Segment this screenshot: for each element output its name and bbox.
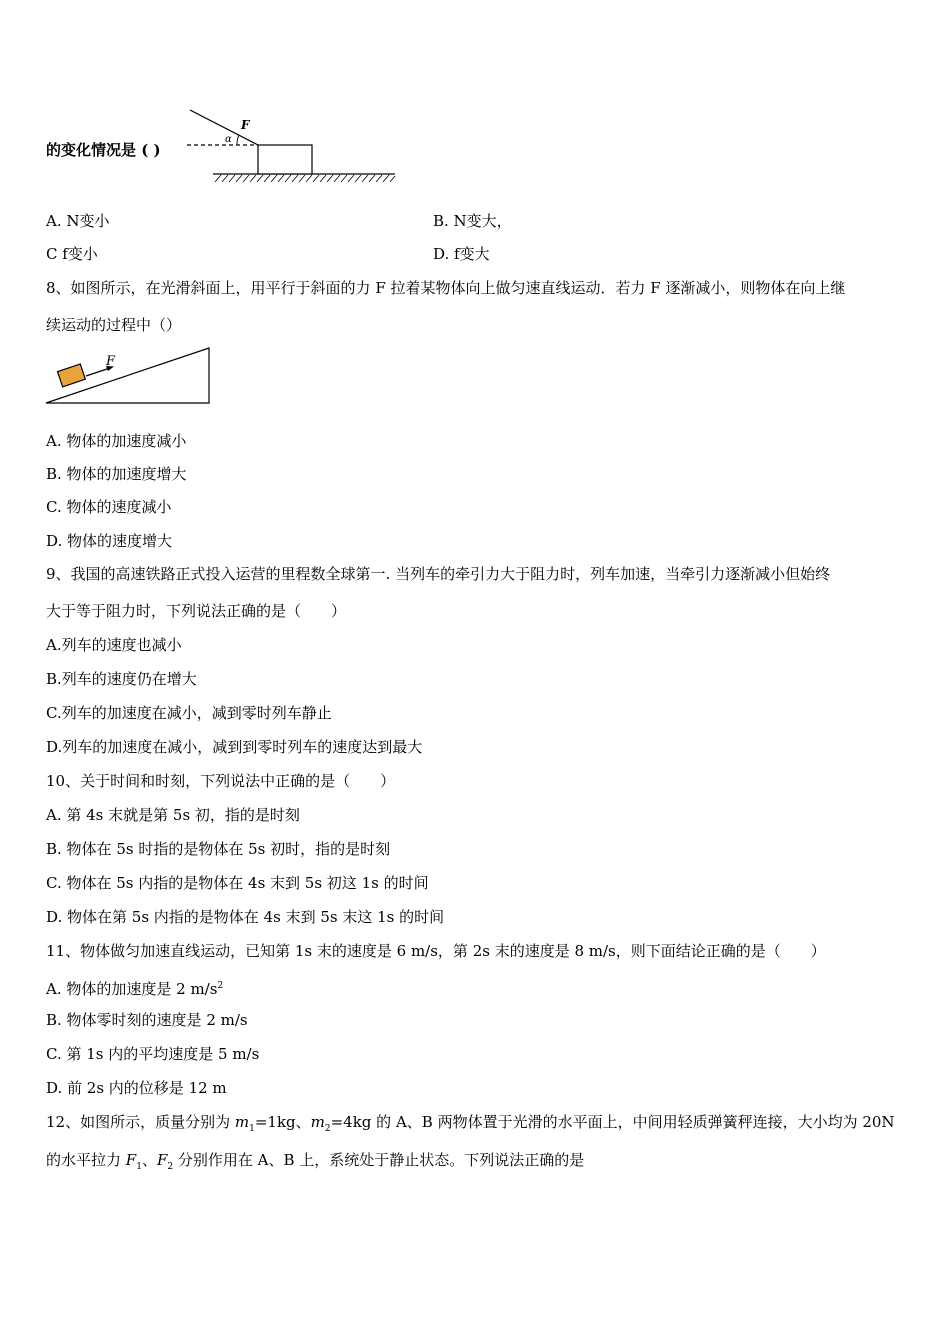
q11-option-a [46, 976, 223, 999]
q12-f2-symbol: F [156, 1151, 168, 1169]
q11-stem: 11、物体做匀加速直线运动，已知第 1s 末的速度是 6 m/s，第 2s 末的速度是 8 m/s，则下面结论正确的是（ ） [46, 942, 826, 960]
q12-stem-line2 [46, 1150, 584, 1177]
q9-option-b: B.列车的速度仍在增大 [46, 670, 197, 688]
q8-option-b: B. 物体的加速度增大 [46, 465, 187, 483]
q12-text-3: =4kg 的 A、B 两物体置于光滑的水平面上，中间用轻质弹簧秤连接，大小均为 20N [330, 1113, 895, 1131]
q12-m1-subscript: 1 [249, 1124, 255, 1134]
q10-option-c: C. 物体在 5s 内指的是物体在 4s 末到 5s 初这 1s 的时间 [46, 874, 429, 892]
q9-stem-line1: 9、我国的高速铁路正式投入运营的里程数全球第一. 当列车的牵引力大于阻力时，列车加速，当牵引力逐渐减小但始终 [46, 565, 831, 583]
q11-option-a-text: A. 物体的加速度是 2 m/s [46, 980, 218, 998]
q12-text-5: 、 [141, 1151, 157, 1169]
q12-m2-subscript: 2 [324, 1124, 331, 1134]
q12-f2-subscript: 2 [167, 1162, 174, 1172]
q10-option-b: B. 物体在 5s 时指的是物体在 5s 初时，指的是时刻 [46, 840, 391, 858]
q7-option-a: A. N变小 [46, 212, 110, 230]
q10-option-d: D. 物体在第 5s 内指的是物体在 4s 末到 5s 末这 1s 的时间 [46, 908, 445, 926]
q12-text-1: 12、如图所示，质量分别为 [46, 1113, 235, 1131]
q12-stem-line1 [46, 1112, 895, 1139]
q12-f1-subscript: 1 [136, 1162, 142, 1172]
q9-stem-line2: 大于等于阻力时，下列说法正确的是（ ） [46, 602, 347, 620]
q7-block [258, 145, 312, 174]
q7-force-label: F [241, 118, 250, 132]
q11-option-c: C. 第 1s 内的平均速度是 5 m/s [46, 1045, 260, 1063]
q12-f1-symbol: F [125, 1151, 137, 1169]
q12-text-2: =1kg、 [254, 1113, 311, 1131]
q7-block-force-figure [185, 104, 400, 184]
q11-option-a-exponent: 2 [217, 981, 224, 991]
q8-option-c: C. 物体的速度减小 [46, 498, 172, 516]
q7-option-d: D. f变大 [433, 245, 490, 263]
q10-option-a: A. 第 4s 末就是第 5s 初，指的是时刻 [46, 806, 300, 824]
q8-incline-figure [44, 345, 214, 407]
q9-option-d: D.列车的加速度在减小，减到到零时列车的速度达到最大 [46, 738, 423, 756]
q12-text-6: 分别作用在 A、B 上，系统处于静止状态。下列说法正确的是 [173, 1151, 585, 1169]
q8-option-d: D. 物体的速度增大 [46, 532, 173, 550]
q8-stem-line1: 8、如图所示，在光滑斜面上，用平行于斜面的力 F 拉着某物体向上做匀速直线运动．若力 F 逐渐减小，则物体在向上继 [46, 279, 846, 297]
q10-stem: 10、关于时间和时刻，下列说法中正确的是（ ） [46, 772, 396, 790]
q11-option-d: D. 前 2s 内的位移是 12 m [46, 1079, 227, 1097]
q8-block [58, 364, 86, 387]
q8-option-a: A. 物体的加速度减小 [46, 432, 187, 450]
q9-option-c: C.列车的加速度在减小，减到零时列车静止 [46, 704, 332, 722]
q12-m2-symbol: m [310, 1113, 325, 1131]
q7-option-c: C f变小 [46, 245, 98, 263]
q7-angle-label: α [225, 134, 232, 145]
q12-m1-symbol: m [234, 1113, 250, 1131]
q7-stem-tail: 的变化情况是 ( ) [46, 141, 161, 159]
q8-stem-line2: 续运动的过程中（） [46, 316, 182, 334]
q11-option-b: B. 物体零时刻的速度是 2 m/s [46, 1011, 248, 1029]
q7-option-b: B. N变大， [433, 212, 512, 230]
q9-option-a: A.列车的速度也减小 [46, 636, 182, 654]
q8-force-label: F [106, 354, 116, 369]
q12-text-4: 的水平拉力 [46, 1151, 126, 1169]
